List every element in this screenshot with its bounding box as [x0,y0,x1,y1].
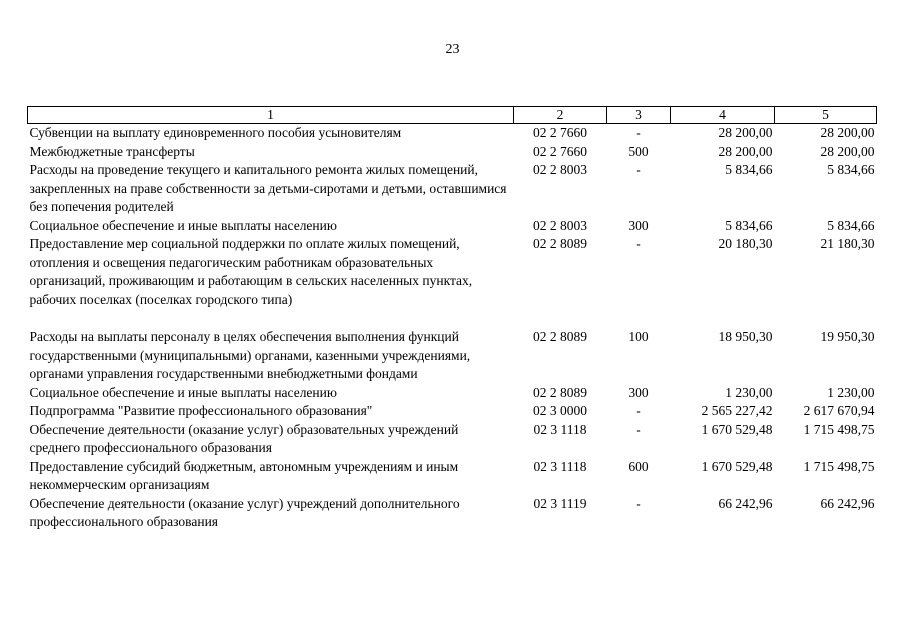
row-name: Обеспечение деятельности (оказание услуг) образовательных учреждений среднего профессионального образования [29,421,459,455]
row-value-4: 18 950,30 [718,329,773,344]
row-value-4: 28 200,00 [718,125,773,140]
row-name: Социальное обеспечение и иные выплаты населению [29,384,337,400]
row-value-5: 1 230,00 [827,384,875,400]
row-name: Предоставление мер социальной поддержки по оплате жилых помещений, отопления и освещения педагогическим работникам образовательных организаций, проживающим и работающим в сельских населенных пунктах, рабочих поселках (поселках городского типа) [29,236,473,307]
row-code: 02 3 1118 [533,421,587,437]
row-value-5: 19 950,30 [820,329,875,344]
row-name: Расходы на выплаты персоналу в целях обеспечения выполнения функций государственными (муниципальными) органами, казенными учреждениями, органами управления государственными внебюджетными фондами [29,329,471,381]
row-value-4: 1 230,00 [725,384,773,400]
row-code: 02 2 8003 [533,217,587,233]
table-row [28,421,877,458]
table-row [28,124,877,143]
row-type: - [636,236,641,251]
row-value-4: 66 242,96 [718,495,773,511]
page-number: 23 [445,42,460,57]
row-value-5: 1 715 498,75 [803,458,875,474]
row-type: 600 [628,458,649,474]
column-header-5: 5 [775,107,877,124]
row-type: 300 [628,384,649,400]
row-name: Субвенции на выплату единовременного пособия усыновителям [29,125,402,140]
table-row [28,161,877,217]
row-value-4: 2 565 227,42 [701,403,773,418]
row-value-5: 28 200,00 [820,143,875,159]
column-header-4: 4 [671,107,775,124]
row-value-4: 1 670 529,48 [701,421,773,437]
row-type: - [636,125,641,140]
row-value-4: 20 180,30 [718,236,773,251]
row-type: - [636,403,641,418]
row-code: 02 2 7660 [533,125,587,140]
row-type: - [636,421,641,437]
table-row [28,495,877,532]
row-type: - [636,162,641,177]
row-name: Обеспечение деятельности (оказание услуг) учреждений дополнительного профессионального образования [29,495,460,529]
row-type: 100 [628,329,649,344]
row-code: 02 3 0000 [533,403,587,418]
row-value-5: 66 242,96 [820,495,875,511]
row-code: 02 2 8089 [533,329,587,344]
row-value-5: 28 200,00 [820,125,875,140]
row-code: 02 2 8089 [533,236,587,251]
row-name: Расходы на проведение текущего и капитального ремонта жилых помещений, закрепленных на праве собственности за детьми-сиротами и детьми, оставшимися без попечения родителей [29,162,507,214]
table-row [28,235,877,328]
row-name: Предоставление субсидий бюджетным, автономным учреждениям и иным некоммерческим организациям [29,458,459,492]
row-value-4: 28 200,00 [718,143,773,159]
row-type: 300 [628,217,649,233]
row-name: Подпрограмма "Развитие профессионального образования" [29,403,373,418]
table-row [28,402,877,421]
row-name: Межбюджетные трансферты [29,143,195,159]
column-header-3: 3 [607,107,671,124]
row-value-4: 5 834,66 [725,217,773,233]
row-name: Социальное обеспечение и иные выплаты населению [29,217,337,233]
budget-table [27,106,877,532]
row-code: 02 3 1119 [533,495,587,511]
row-code: 02 3 1118 [533,458,587,474]
row-value-4: 5 834,66 [725,162,773,177]
row-code: 02 2 8089 [533,384,587,400]
row-value-5: 21 180,30 [820,236,875,251]
row-value-5: 5 834,66 [827,162,875,177]
table-row [28,328,877,384]
table-row [28,384,877,403]
column-header-2: 2 [514,107,607,124]
table-row [28,217,877,236]
table-header-row [28,107,877,124]
column-header-1: 1 [28,107,514,124]
row-value-4: 1 670 529,48 [701,458,773,474]
row-value-5: 5 834,66 [827,217,875,233]
table-row [28,458,877,495]
table-row [28,143,877,162]
row-code: 02 2 8003 [533,162,587,177]
row-type: - [636,495,641,511]
row-type: 500 [628,143,649,159]
row-value-5: 1 715 498,75 [803,421,875,437]
row-value-5: 2 617 670,94 [803,403,875,418]
row-code: 02 2 7660 [533,143,587,159]
